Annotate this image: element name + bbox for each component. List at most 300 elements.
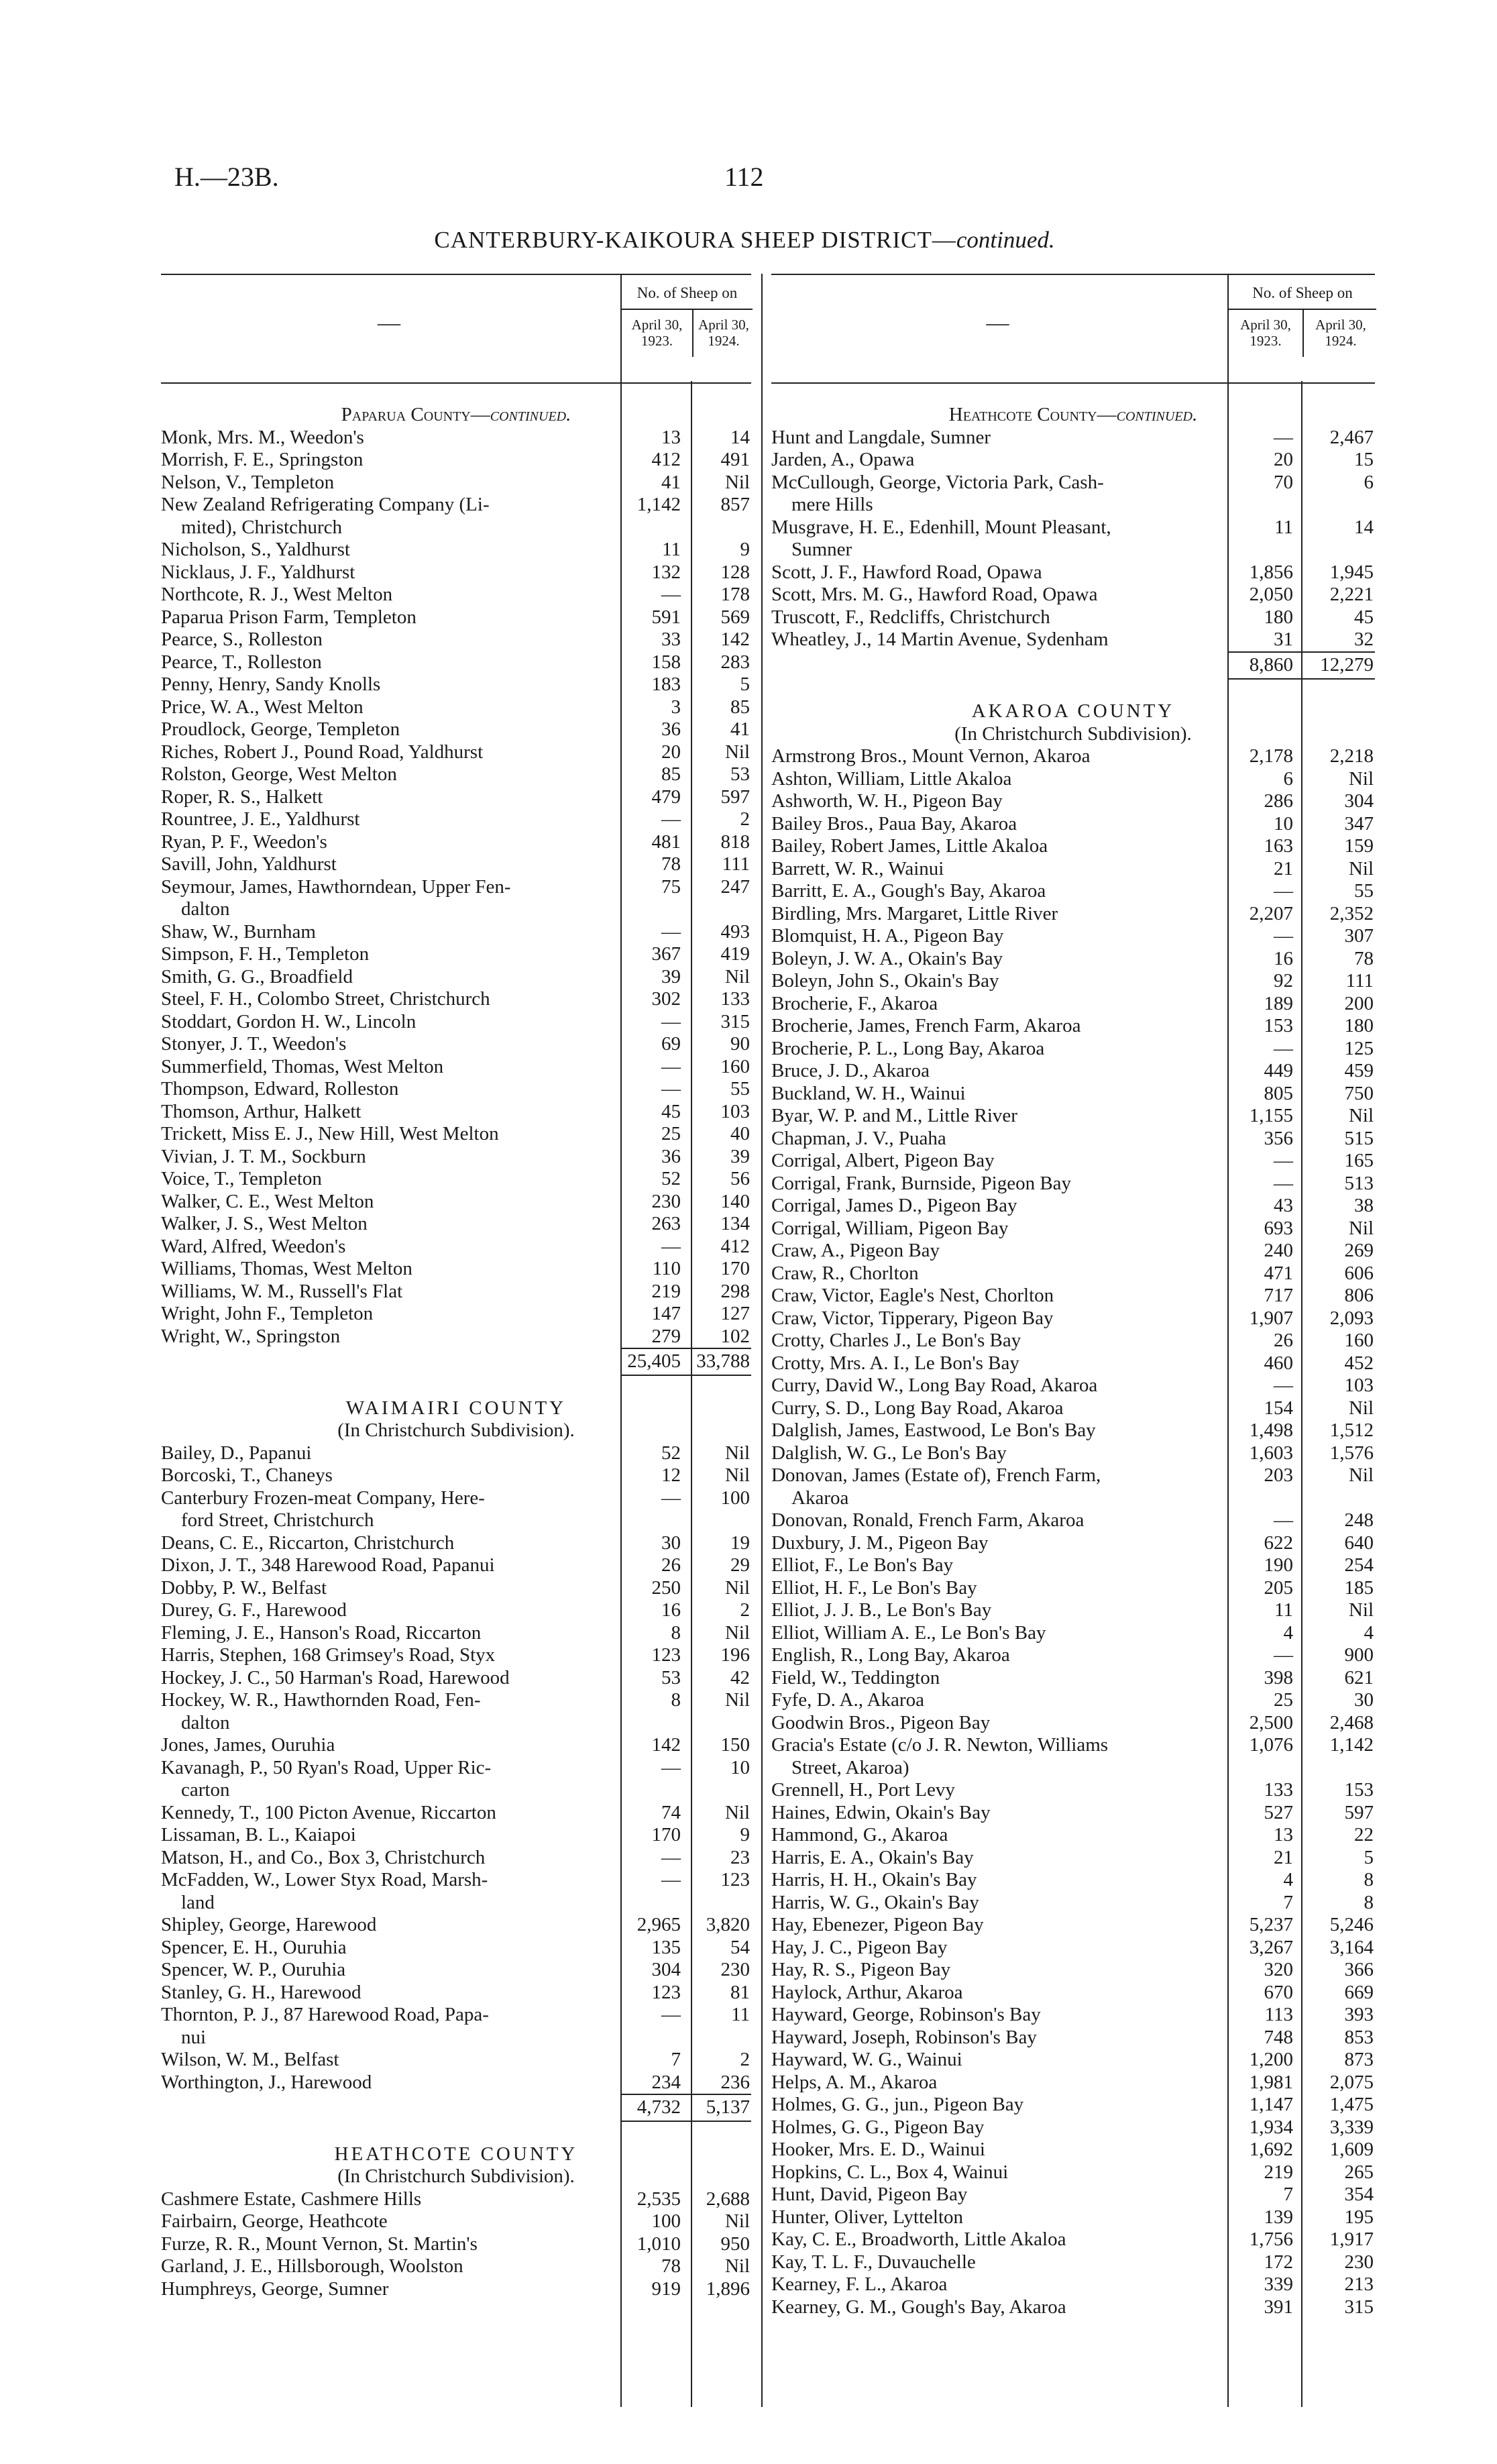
owner-name: Kennedy, T., 100 Picton Avenue, Riccarton: [161, 1801, 496, 1823]
sheep-1923: 158: [651, 651, 681, 673]
table-row: [771, 1195, 1375, 1218]
owner-name: Corrigal, Frank, Burnside, Pigeon Bay: [771, 1172, 1072, 1194]
table-row: [161, 741, 751, 764]
sheep-1923: —: [1274, 1037, 1293, 1059]
sheep-1923: —: [661, 1010, 681, 1032]
sheep-1923: 320: [1264, 1959, 1293, 1980]
sheep-1924: 236: [720, 2071, 750, 2093]
table-row: [161, 2004, 751, 2027]
owner-name: Hooker, Mrs. E. D., Wainui: [771, 2139, 985, 2160]
sheep-1923: 36: [661, 718, 681, 740]
sheep-1923: 147: [651, 1303, 681, 1324]
table-row: [161, 1168, 751, 1191]
table-row: [771, 2139, 1375, 2161]
table-row: [771, 1083, 1375, 1106]
sheep-count-header: [620, 275, 753, 382]
header-dash: —: [378, 311, 400, 335]
table-row: [771, 970, 1375, 993]
sheep-1923: 183: [651, 674, 681, 695]
sheep-1923: 1,010: [636, 2233, 681, 2255]
sheep-1923: 250: [651, 1576, 681, 1599]
owner-name: Wright, John F., Templeton: [161, 1303, 374, 1324]
owner-name: Holmes, G. G., jun., Pigeon Bay: [771, 2094, 1024, 2115]
owner-name: Hunter, Oliver, Lyttelton: [771, 2206, 964, 2228]
sheep-1923: 41: [661, 471, 681, 493]
owner-name: Corrigal, James D., Pigeon Bay: [771, 1195, 1017, 1216]
owner-name: Hay, R. S., Pigeon Bay: [771, 1959, 951, 1980]
owner-name: Hayward, George, Robinson's Bay: [771, 2004, 1041, 2025]
owner-name: Hockey, W. R., Hawthornden Road, Fen-: [161, 1689, 481, 1711]
table-row: [161, 1258, 751, 1281]
sheep-1924: 2,467: [1329, 426, 1374, 448]
waimairi-county-title-text: WAIMAIRI COUNTY: [345, 1397, 567, 1419]
sheep-count-title: No. of Sheep on: [1229, 278, 1376, 310]
sheep-1924: 38: [1354, 1195, 1374, 1216]
owner-name: Riches, Robert J., Pound Road, Yaldhurst: [161, 741, 484, 763]
sheep-1924: 14: [1354, 516, 1374, 538]
sheep-1923: 113: [1264, 2004, 1293, 2025]
page-code: H.—23B.: [174, 162, 279, 192]
sheep-1924: 103: [720, 1100, 750, 1122]
owner-name: Brocherie, James, French Farm, Akaroa: [771, 1015, 1081, 1036]
owner-name: Humphreys, George, Sumner: [161, 2278, 389, 2300]
sheep-1924: Nil: [1348, 1217, 1374, 1239]
total-1923: 8,860: [1249, 653, 1293, 676]
owner-name: Hammond, G., Akaroa: [771, 1824, 948, 1845]
sheep-1923: 52: [661, 1442, 681, 1464]
total-row: [771, 651, 1375, 678]
sheep-1923: 219: [1264, 2161, 1293, 2183]
sheep-1924: 90: [730, 1033, 750, 1055]
table-row: [771, 1442, 1375, 1465]
sheep-1923: 70: [1274, 471, 1293, 493]
table-row: [161, 539, 751, 561]
owner-name: Fairbairn, George, Heathcote: [161, 2210, 388, 2232]
owner-name: Roper, R. S., Halkett: [161, 786, 323, 808]
table-row: [161, 988, 751, 1011]
sheep-1924: 55: [1354, 880, 1374, 902]
owner-name: Harris, Stephen, 168 Grimsey's Road, Styx: [161, 1644, 496, 1666]
heathcote-cont-title-cont: continued.: [1116, 404, 1198, 425]
owner-name: Ward, Alfred, Weedon's: [161, 1235, 346, 1257]
table-row: [161, 1757, 751, 1780]
owner-name: Nicklaus, J. F., Yaldhurst: [161, 561, 355, 583]
spacer: [161, 1375, 751, 1397]
sheep-1924: 81: [730, 1981, 750, 2003]
sheep-1923: 1,692: [1249, 2139, 1293, 2160]
owner-name: Corrigal, Albert, Pigeon Bay: [771, 1150, 995, 1171]
owner-name: Ashton, William, Little Akaloa: [771, 767, 1012, 790]
table-row: [161, 966, 751, 989]
sheep-1924: Nil: [1348, 1464, 1374, 1486]
sheep-1924: 56: [730, 1168, 750, 1189]
owner-name: Lissaman, B. L., Kaiapoi: [161, 1824, 356, 1845]
sheep-1923: 748: [1264, 2026, 1293, 2048]
sheep-1924: 1,917: [1329, 2229, 1374, 2250]
sheep-1924: 9: [740, 1824, 750, 1845]
paparua-county-title-text: Paparua County—: [341, 404, 490, 425]
table-row: [771, 2161, 1375, 2184]
table-row: [771, 2251, 1375, 2274]
table-row: [771, 606, 1375, 629]
table-row: [161, 1802, 751, 1825]
sheep-1923: 7: [671, 2049, 681, 2070]
table-row: [771, 517, 1375, 539]
akaroa-subdivision: (In Christchurch Subdivision).: [954, 722, 1192, 745]
sheep-1924: 1,142: [1329, 1734, 1374, 1756]
table-row: [161, 651, 751, 674]
sheep-1923: 2,207: [1249, 902, 1293, 924]
sheep-1924: 30: [1354, 1689, 1374, 1711]
sheep-1924: 1,512: [1329, 1420, 1374, 1441]
table-row: [161, 786, 751, 809]
owner-name: carton: [181, 1779, 230, 1801]
owner-name: Shipley, George, Harewood: [161, 1914, 377, 1935]
sheep-1924: Nil: [724, 1576, 750, 1599]
district-title: [161, 227, 1328, 254]
sheep-1924: Nil: [724, 1621, 750, 1644]
table-row: [161, 1847, 751, 1870]
sheep-1924: 515: [1344, 1127, 1374, 1149]
owner-name: Elliot, William A. E., Le Bon's Bay: [771, 1621, 1046, 1644]
owner-name: Worthington, J., Harewood: [161, 2071, 372, 2093]
table-row: [161, 1982, 751, 2004]
owner-name: Northcote, R. J., West Melton: [161, 584, 393, 605]
table-row: [161, 1011, 751, 1034]
sheep-1924: 597: [720, 786, 750, 808]
paparua-county-title: [161, 404, 751, 427]
owner-name: Borcoski, T., Chaneys: [161, 1464, 333, 1486]
owner-name: Williams, W. M., Russell's Flat: [161, 1280, 403, 1302]
owner-name: Voice, T., Templeton: [161, 1168, 322, 1189]
table-row: [771, 813, 1375, 836]
sheep-1923: 74: [661, 1801, 681, 1823]
sheep-1923: 123: [651, 1981, 681, 2003]
table-row: [771, 1937, 1375, 1960]
table-row: [771, 1892, 1375, 1915]
sheep-1923: 670: [1264, 1981, 1293, 2003]
sheep-1924: Nil: [1348, 857, 1374, 879]
sheep-1924: 102: [720, 1325, 750, 1347]
table-row: [161, 2278, 751, 2301]
sheep-1923: 123: [651, 1644, 681, 1666]
owner-name: Steel, F. H., Colombo Street, Christchurch: [161, 988, 490, 1010]
sheep-1923: 304: [651, 1959, 681, 1980]
table-row: [771, 1847, 1375, 1870]
sheep-1923: 1,603: [1249, 1442, 1293, 1464]
sheep-1923: 92: [1274, 970, 1293, 992]
sheep-1923: 30: [661, 1532, 681, 1554]
sheep-1924: 127: [720, 1303, 750, 1324]
sheep-1924: 2: [740, 2049, 750, 2070]
sheep-1923: 39: [661, 965, 681, 987]
table-row: [161, 1532, 751, 1555]
sheep-1923: 11: [662, 539, 681, 560]
owner-name: Wright, W., Springston: [161, 1325, 341, 1347]
sheep-1924: 42: [730, 1666, 750, 1689]
table-row: [771, 1420, 1375, 1442]
table-row: [771, 1015, 1375, 1038]
sheep-1924: 459: [1344, 1060, 1374, 1081]
sheep-1923: 219: [651, 1280, 681, 1302]
table-row: [771, 1779, 1375, 1802]
sheep-1924: 354: [1344, 2184, 1374, 2205]
owner-name: Harris, H. H., Okain's Bay: [771, 1869, 977, 1890]
column-header: [161, 274, 751, 384]
table-row: [771, 1824, 1375, 1847]
sheep-1923: 481: [651, 831, 681, 853]
table-row: [771, 1914, 1375, 1937]
table-row: [771, 768, 1375, 791]
heathcote-cont-title-text: Heathcote County—: [948, 404, 1117, 425]
owner-name: Cashmere Estate, Cashmere Hills: [161, 2188, 422, 2210]
table-row: [161, 1033, 751, 1056]
sheep-1924: 873: [1344, 2049, 1374, 2070]
sheep-1924: 195: [1344, 2206, 1374, 2228]
sheep-1924: 806: [1344, 1285, 1374, 1306]
table-row: [771, 745, 1375, 768]
sheep-1924: 230: [1344, 2251, 1374, 2273]
sheep-1923: 4: [1283, 1621, 1293, 1644]
sheep-1924: 419: [720, 943, 750, 965]
owner-name: Craw, A., Pigeon Bay: [771, 1240, 940, 1261]
sheep-1923: 240: [1264, 1240, 1293, 1261]
sheep-1924: 213: [1344, 2273, 1374, 2295]
sheep-count-title: No. of Sheep on: [622, 278, 753, 310]
sheep-1924: 3,820: [706, 1914, 750, 1935]
sheep-1924: 140: [720, 1190, 750, 1212]
sheep-1923: 2,535: [636, 2188, 681, 2210]
sheep-1923: 75: [661, 875, 681, 898]
sheep-1923: 1,498: [1249, 1420, 1293, 1441]
sheep-1924: 53: [730, 763, 750, 785]
year-1923-line2: 1923.: [641, 333, 673, 349]
owner-name: Duxbury, J. M., Pigeon Bay: [771, 1532, 989, 1554]
sheep-1923: 53: [661, 1666, 681, 1689]
heathcote-subdivision: (In Christchurch Subdivision).: [337, 2165, 575, 2187]
table-row: [161, 1509, 751, 1532]
sheep-1924: 196: [720, 1644, 750, 1666]
sheep-1924: 8: [1364, 1869, 1374, 1890]
table-row: [161, 1213, 751, 1236]
owner-name: Kay, C. E., Broadworth, Little Akaloa: [771, 2229, 1066, 2250]
table-row: [771, 880, 1375, 903]
sheep-1924: 298: [720, 1280, 750, 1302]
sheep-1924: 304: [1344, 790, 1374, 812]
owner-name: Kearney, G. M., Gough's Bay, Akaroa: [771, 2296, 1066, 2318]
owner-name: Thornton, P. J., 87 Harewood Road, Papa-: [161, 2004, 489, 2025]
sheep-1923: —: [1274, 426, 1293, 448]
table-row: [771, 835, 1375, 858]
owner-name: Gracia's Estate (c/o J. R. Newton, Williams: [771, 1734, 1109, 1756]
table-row: [161, 1892, 751, 1915]
table-row: [771, 2184, 1375, 2206]
table-row: [161, 1303, 751, 1326]
table-row: [161, 2188, 751, 2211]
sheep-1924: 32: [1354, 629, 1374, 650]
sheep-1924: 165: [1344, 1150, 1374, 1171]
sheep-1923: 919: [651, 2278, 681, 2300]
sheep-1924: 366: [1344, 1959, 1374, 1980]
table-row: [771, 1532, 1375, 1555]
table-row: [771, 2027, 1375, 2049]
owner-name: Furze, R. R., Mount Vernon, St. Martin's: [161, 2233, 478, 2255]
owner-name: Deans, C. E., Riccarton, Christchurch: [161, 1532, 455, 1554]
table-row: [161, 2049, 751, 2072]
owner-name: Walker, J. S., West Melton: [161, 1213, 368, 1234]
sheep-1924: 41: [730, 718, 750, 740]
sheep-1923: 460: [1264, 1352, 1293, 1374]
owner-name: Barrett, W. R., Wainui: [771, 857, 944, 879]
sheep-1923: 25: [1274, 1689, 1293, 1711]
paparua-county-title-cont: continued.: [490, 404, 571, 425]
owner-name: mere Hills: [791, 494, 873, 515]
sheep-1923: 16: [1274, 947, 1293, 969]
sheep-1923: 139: [1264, 2206, 1293, 2228]
sheep-1923: —: [1274, 1509, 1293, 1531]
owner-name: Kay, T. L. F., Duvauchelle: [771, 2251, 976, 2273]
sheep-1924: 950: [720, 2233, 750, 2255]
owner-name: Stanley, G. H., Harewood: [161, 1981, 362, 2003]
table-row: [161, 1622, 751, 1645]
sheep-1923: 1,076: [1249, 1734, 1293, 1756]
left-column: [161, 274, 751, 2300]
owner-name: Wilson, W. M., Belfast: [161, 2049, 339, 2070]
owner-name: Morrish, F. E., Springston: [161, 449, 364, 470]
sheep-1924: 8: [1364, 1891, 1374, 1913]
owner-name: Bailey, D., Papanui: [161, 1442, 312, 1464]
sheep-1924: 5: [1364, 1846, 1374, 1868]
owner-name: Hopkins, C. L., Box 4, Wainui: [771, 2161, 1009, 2183]
sheep-1924: 170: [720, 1258, 750, 1279]
table-row: [161, 2233, 751, 2256]
sheep-1924: 123: [720, 1869, 750, 1890]
sheep-1923: 7: [1283, 1891, 1293, 1913]
heathcote-county-title: [161, 2143, 751, 2166]
owner-name: Elliot, H. F., Le Bon's Bay: [771, 1576, 977, 1599]
total-1924: 33,788: [696, 1350, 750, 1372]
year-1923-line2: 1923.: [1250, 333, 1282, 349]
owner-name: Wheatley, J., 14 Martin Avenue, Sydenham: [771, 629, 1109, 650]
table-row: [161, 1191, 751, 1214]
table-row: [771, 1307, 1375, 1330]
owner-name: Sumner: [791, 539, 852, 560]
table-row: [771, 1712, 1375, 1735]
table-row: [771, 1128, 1375, 1150]
sheep-1924: 1,475: [1329, 2094, 1374, 2115]
table-row: [771, 2094, 1375, 2117]
total-row: [161, 2094, 751, 2121]
table-row: [771, 1352, 1375, 1375]
table-row: [771, 1667, 1375, 1690]
sheep-1924: 153: [1344, 1779, 1374, 1801]
sheep-1924: 159: [1344, 835, 1374, 857]
table-row: [161, 853, 751, 876]
sheep-1924: 128: [720, 561, 750, 583]
sheep-1923: 1,155: [1249, 1105, 1293, 1126]
sheep-1923: 367: [651, 943, 681, 965]
owner-name: Monk, Mrs. M., Weedon's: [161, 426, 364, 448]
table-row: [771, 2117, 1375, 2139]
owner-name: Spencer, W. P., Ouruhia: [161, 1959, 346, 1980]
sheep-1923: 13: [1274, 1824, 1293, 1845]
table-row: [771, 1285, 1375, 1307]
table-row: [161, 1779, 751, 1802]
owner-name: Helps, A. M., Akaroa: [771, 2071, 938, 2093]
page-number: 112: [724, 162, 764, 192]
sheep-1924: 513: [1344, 1172, 1374, 1194]
owner-name: Walker, C. E., West Melton: [161, 1190, 374, 1212]
table-body: [771, 384, 1375, 2318]
sheep-1924: 2,352: [1329, 902, 1374, 924]
table-row: [771, 1554, 1375, 1577]
table-row: [161, 898, 751, 921]
owner-name: Smith, G. G., Broadfield: [161, 965, 353, 987]
right-column: [771, 274, 1375, 2318]
sheep-1924: 265: [1344, 2161, 1374, 2183]
sheep-1923: 8: [671, 1689, 681, 1711]
table-row: [771, 539, 1375, 561]
owner-name: Field, W., Teddington: [771, 1666, 940, 1689]
sheep-1924: 750: [1344, 1082, 1374, 1104]
owner-name: Elliot, F., Le Bon's Bay: [771, 1554, 954, 1576]
owner-name: Rolston, George, West Melton: [161, 763, 397, 785]
sheep-1924: 254: [1344, 1554, 1374, 1576]
owner-name: Simpson, F. H., Templeton: [161, 943, 370, 965]
table-row: [161, 1326, 751, 1348]
sheep-1924: 2,218: [1329, 745, 1374, 767]
owner-name: Fyfe, D. A., Akaroa: [771, 1689, 924, 1711]
owner-name: McFadden, W., Lower Styx Road, Marsh-: [161, 1869, 488, 1890]
owner-name: Williams, Thomas, West Melton: [161, 1258, 412, 1279]
owner-name: Dobby, P. W., Belfast: [161, 1576, 327, 1599]
table-row: [771, 1689, 1375, 1712]
table-row: [771, 948, 1375, 971]
sheep-1923: 45: [661, 1100, 681, 1122]
sheep-1923: 398: [1264, 1666, 1293, 1689]
sheep-1924: 111: [722, 853, 750, 875]
sheep-1923: —: [661, 808, 681, 830]
owner-name: land: [181, 1891, 215, 1913]
sheep-1924: 1,576: [1329, 1442, 1374, 1464]
sheep-1923: —: [661, 584, 681, 605]
sheep-1924: 103: [1344, 1375, 1374, 1396]
total-1923: 25,405: [627, 1350, 681, 1372]
owner-name: Musgrave, H. E., Edenhill, Mount Pleasant,: [771, 516, 1111, 538]
sheep-1923: 1,907: [1249, 1307, 1293, 1329]
table-row: [771, 1802, 1375, 1825]
sheep-1924: 2: [740, 808, 750, 830]
sheep-1923: —: [1274, 1375, 1293, 1396]
sheep-1923: 1,142: [636, 494, 681, 515]
owner-name: Elliot, J. J. B., Le Bon's Bay: [771, 1599, 992, 1621]
sheep-1924: Nil: [724, 471, 750, 493]
sheep-1923: 2,178: [1249, 745, 1293, 767]
table-row: [161, 472, 751, 494]
table-row: [161, 1869, 751, 1892]
table-row: [771, 1509, 1375, 1532]
owner-name: Paparua Prison Farm, Templeton: [161, 606, 417, 628]
table-row: [161, 1689, 751, 1712]
owner-name: Price, W. A., West Melton: [161, 696, 364, 718]
sheep-1924: 3,164: [1329, 1936, 1374, 1958]
table-row: [771, 1869, 1375, 1892]
sheep-1924: 606: [1344, 1262, 1374, 1284]
table-row: [771, 1218, 1375, 1240]
owner-name: Bruce, J. D., Akaroa: [771, 1060, 930, 1081]
sheep-1923: 527: [1264, 1801, 1293, 1823]
owner-name: Stonyer, J. T., Weedon's: [161, 1033, 347, 1055]
